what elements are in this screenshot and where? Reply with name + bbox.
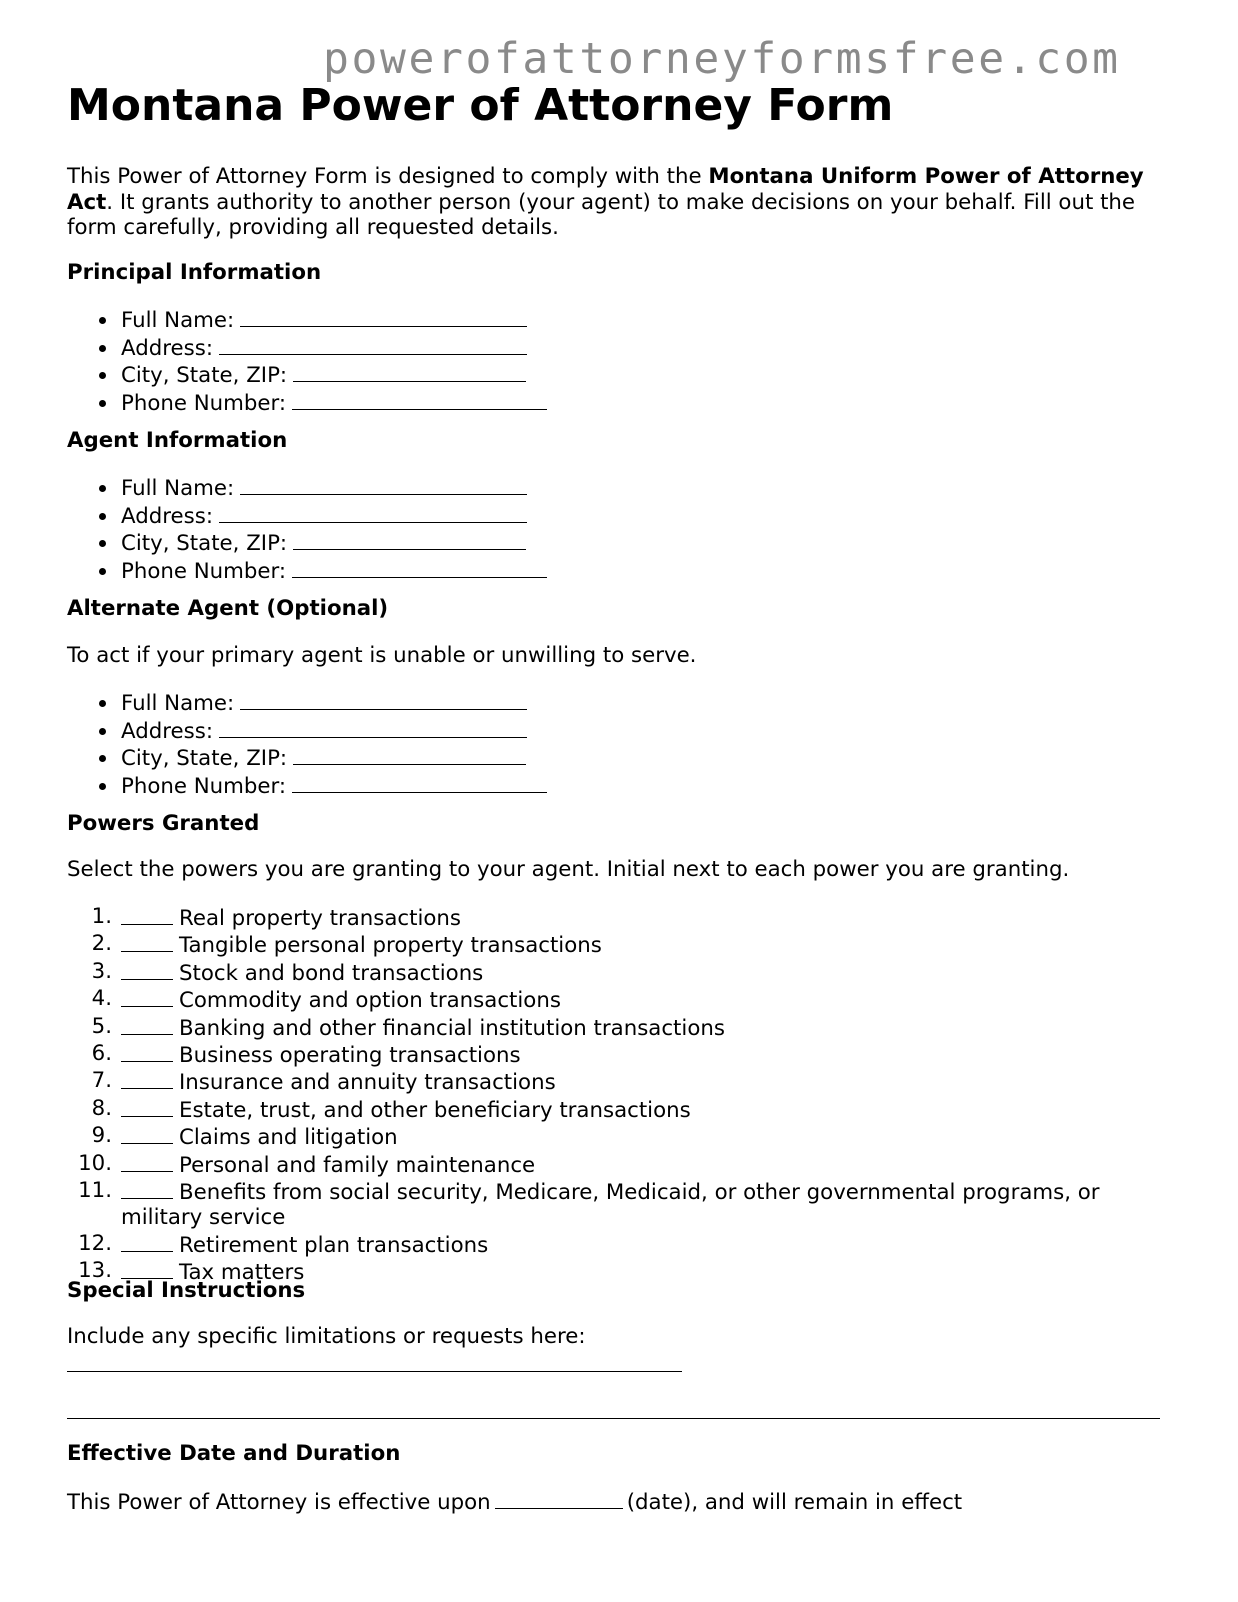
principal-full-name-field[interactable] xyxy=(67,306,547,334)
power-number: 10. xyxy=(78,1150,112,1176)
power-label: Claims and litigation xyxy=(179,1125,398,1151)
blank-line[interactable] xyxy=(293,361,526,382)
power-item[interactable] xyxy=(67,1014,1177,1041)
power-item[interactable] xyxy=(67,1231,1177,1258)
blank-line[interactable] xyxy=(292,772,547,793)
effective-date-heading: Effective Date and Duration xyxy=(67,1441,401,1466)
principal-heading: Principal Information xyxy=(67,260,322,285)
effective-text-after: (date), and will remain in effect xyxy=(626,1490,963,1515)
agent-city-state-zip-field[interactable] xyxy=(67,529,547,557)
initial-blank[interactable] xyxy=(121,1068,173,1089)
principal-city-state-zip-field[interactable] xyxy=(67,361,547,389)
power-item[interactable] xyxy=(67,1151,1177,1178)
power-label: Estate, trust, and other beneficiary transactions xyxy=(179,1097,691,1123)
power-number: 1. xyxy=(91,904,112,929)
special-instructions-line-2[interactable] xyxy=(67,1418,1160,1419)
agent-full-name-field[interactable] xyxy=(67,474,547,502)
alternate-agent-heading: Alternate Agent (Optional) xyxy=(67,596,389,621)
power-number: 5. xyxy=(91,1013,112,1039)
agent-fields xyxy=(67,474,547,584)
power-item[interactable] xyxy=(67,1041,1177,1068)
blank-line[interactable] xyxy=(219,334,527,355)
power-number: 7. xyxy=(91,1068,112,1094)
intro-act-name: Montana Uniform Power of Attorney Act xyxy=(67,164,1144,215)
power-number: 11. xyxy=(78,1178,112,1204)
special-instructions-description: Include any specific limitations or requests here: xyxy=(67,1324,586,1349)
intro-paragraph xyxy=(67,164,1177,241)
initial-blank[interactable] xyxy=(121,1231,173,1252)
blank-line[interactable] xyxy=(293,744,526,765)
alternate-agent-description: To act if your primary agent is unable or unwilling to serve. xyxy=(67,643,697,668)
initial-blank[interactable] xyxy=(121,1178,173,1199)
powers-description: Select the powers you are granting to your agent. Initial next to each power you are granting. xyxy=(67,857,1070,882)
field-label: Address: xyxy=(121,503,213,529)
power-label: Tangible personal property transactions xyxy=(179,933,602,959)
power-number: 2. xyxy=(91,931,112,957)
power-label: Real property transactions xyxy=(179,906,462,931)
watermark: powerofattorneyformsfree.com xyxy=(323,34,1121,84)
alternate-full-name-field[interactable] xyxy=(67,689,547,717)
power-label: Tax matters xyxy=(179,1260,305,1286)
power-number: 12. xyxy=(78,1230,112,1256)
initial-blank[interactable] xyxy=(121,1041,173,1062)
power-number: 8. xyxy=(91,1095,112,1121)
principal-phone-field[interactable] xyxy=(67,389,547,417)
power-number: 9. xyxy=(91,1123,112,1149)
alternate-phone-field[interactable] xyxy=(67,772,547,800)
special-instructions-line-1[interactable] xyxy=(67,1371,682,1372)
page-title: Montana Power of Attorney Form xyxy=(67,80,894,131)
initial-blank[interactable] xyxy=(121,986,173,1007)
power-label: Business operating transactions xyxy=(179,1043,521,1069)
principal-fields xyxy=(67,306,547,416)
effective-date-blank[interactable] xyxy=(495,1488,623,1509)
effective-text-before: This Power of Attorney is effective upon xyxy=(67,1490,491,1515)
blank-line[interactable] xyxy=(240,474,527,495)
power-number: 3. xyxy=(91,958,112,984)
alternate-agent-fields xyxy=(67,689,547,799)
special-instructions-heading: Special Instructions xyxy=(67,1278,306,1303)
field-label: Full Name: xyxy=(121,308,235,333)
power-item[interactable] xyxy=(67,904,1177,931)
field-label: City, State, ZIP: xyxy=(121,363,288,389)
power-label: Retirement plan transactions xyxy=(179,1232,489,1258)
field-label: Full Name: xyxy=(121,476,235,501)
blank-line[interactable] xyxy=(219,717,527,738)
field-label: Phone Number: xyxy=(121,390,287,416)
power-item[interactable] xyxy=(67,986,1177,1013)
blank-line[interactable] xyxy=(240,689,527,710)
blank-line[interactable] xyxy=(293,529,526,550)
initial-blank[interactable] xyxy=(121,1014,173,1035)
power-number: 6. xyxy=(91,1041,112,1067)
agent-address-field[interactable] xyxy=(67,502,547,530)
field-label: Phone Number: xyxy=(121,773,287,799)
powers-list xyxy=(67,904,1177,1286)
intro-text-before: This Power of Attorney Form is designed to comply with the xyxy=(67,164,709,189)
power-label: Banking and other financial institution transactions xyxy=(179,1015,725,1041)
initial-blank[interactable] xyxy=(121,959,173,980)
field-label: Address: xyxy=(121,718,213,744)
blank-line[interactable] xyxy=(292,557,547,578)
agent-phone-field[interactable] xyxy=(67,557,547,585)
intro-text-after: . It grants authority to another person (your agent) to make decisions on your behalf. Fill out the form carefully, providing all requested details. xyxy=(67,189,1136,241)
field-label: City, State, ZIP: xyxy=(121,531,288,557)
blank-line[interactable] xyxy=(219,502,527,523)
field-label: City, State, ZIP: xyxy=(121,746,288,772)
power-item[interactable] xyxy=(67,959,1177,986)
power-number: 13. xyxy=(78,1258,112,1284)
field-label: Phone Number: xyxy=(121,558,287,584)
power-item[interactable] xyxy=(67,931,1177,958)
agent-heading: Agent Information xyxy=(67,428,288,453)
power-label: Commodity and option transactions xyxy=(179,988,561,1014)
field-label: Full Name: xyxy=(121,691,235,716)
initial-blank[interactable] xyxy=(121,931,173,952)
blank-line[interactable] xyxy=(240,306,527,327)
alternate-city-state-zip-field[interactable] xyxy=(67,744,547,772)
alternate-address-field[interactable] xyxy=(67,717,547,745)
power-label: Benefits from social security, Medicare, Medicaid, or other governmental programs, or military service xyxy=(121,1180,1100,1231)
initial-blank[interactable] xyxy=(121,904,173,925)
power-number: 4. xyxy=(91,986,112,1012)
power-label: Stock and bond transactions xyxy=(179,960,484,986)
power-item[interactable] xyxy=(67,1123,1177,1150)
powers-heading: Powers Granted xyxy=(67,811,260,836)
power-item[interactable] xyxy=(67,1178,1177,1231)
field-label: Address: xyxy=(121,335,213,361)
effective-date-sentence xyxy=(67,1488,962,1516)
power-label: Insurance and annuity transactions xyxy=(179,1070,556,1096)
power-label: Personal and family maintenance xyxy=(179,1152,536,1178)
initial-blank[interactable] xyxy=(121,1096,173,1117)
blank-line[interactable] xyxy=(292,389,547,410)
initial-blank[interactable] xyxy=(121,1151,173,1172)
initial-blank[interactable] xyxy=(121,1258,173,1279)
principal-address-field[interactable] xyxy=(67,334,547,362)
power-item[interactable] xyxy=(67,1068,1177,1095)
power-item[interactable] xyxy=(67,1096,1177,1123)
initial-blank[interactable] xyxy=(121,1123,173,1144)
